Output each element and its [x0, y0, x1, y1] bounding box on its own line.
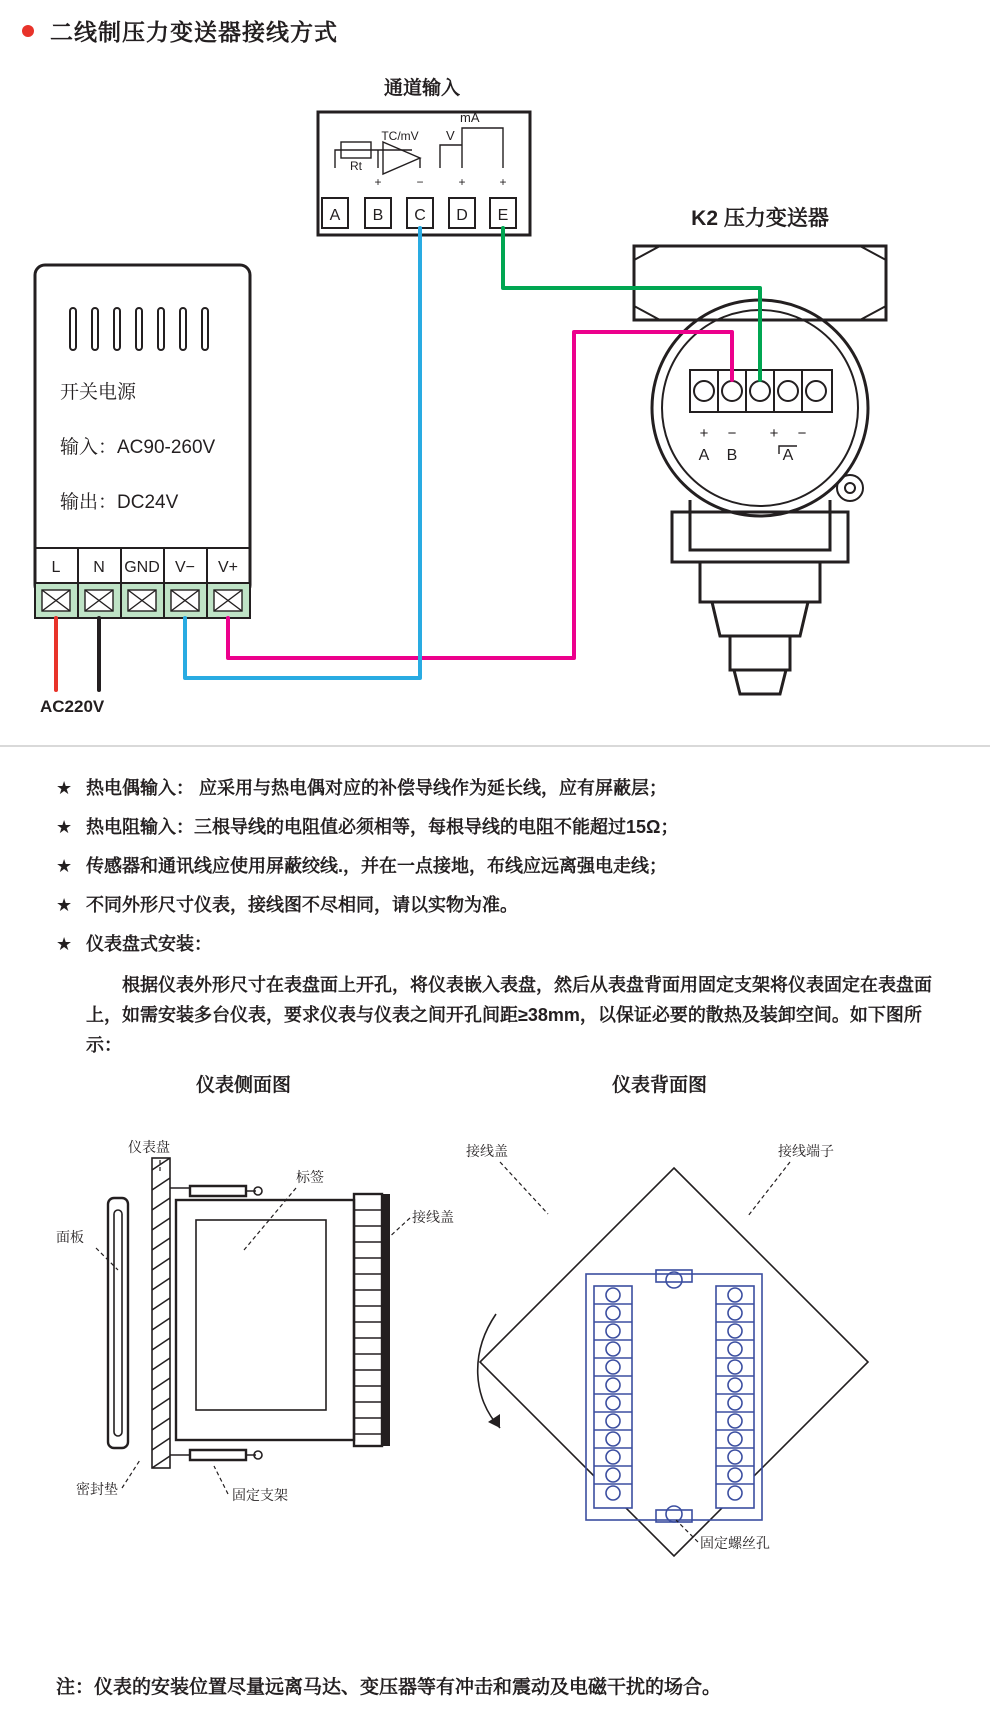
rt-label: Rt	[350, 159, 362, 173]
channel-input-label: 通道输入	[383, 78, 461, 99]
label-screw-hole: 固定螺丝孔	[700, 1535, 770, 1551]
page-title: 二线制压力变送器接线方式	[50, 19, 338, 45]
tx-sign-plus-1: +	[699, 425, 709, 442]
page-header	[22, 14, 338, 47]
tx-sign-minus-1: −	[727, 425, 737, 442]
installation-diagram	[0, 1110, 990, 1730]
back-view-caption: 仪表背面图	[612, 1075, 708, 1096]
ps-terminal-vplus: V+	[217, 559, 239, 576]
tx-label-a2: A	[782, 447, 794, 464]
star-icon: ★	[56, 856, 73, 876]
power-supply-input: 输入：AC90-260V	[60, 437, 216, 458]
sign-plus-3: +	[499, 175, 507, 189]
ma-label: mA	[460, 110, 480, 125]
transmitter-title: K2 压力变送器	[691, 207, 829, 230]
label-back-wiring-cover: 接线盖	[466, 1143, 508, 1159]
section-divider	[0, 745, 990, 747]
tx-sign-minus-2: −	[797, 425, 807, 442]
power-supply-output: 输出：DC24V	[60, 492, 179, 513]
star-icon: ★	[56, 778, 73, 798]
terminal-e: E	[497, 207, 509, 224]
note-item	[56, 814, 956, 840]
note-text: 传感器和通讯线应使用屏蔽绞线.，并在一点接地，布线应远离强电走线；	[86, 856, 667, 876]
note-text: 不同外形尺寸仪表，接线图不尽相同，请以实物为准。	[86, 895, 518, 915]
notes-list	[56, 775, 956, 1060]
star-icon: ★	[56, 895, 73, 915]
ps-terminal-gnd: GND	[124, 559, 160, 576]
terminal-b: B	[372, 207, 384, 224]
sign-plus-1: +	[374, 175, 382, 189]
star-icon: ★	[56, 934, 73, 954]
side-view-caption: 仪表侧面图	[196, 1075, 292, 1096]
tx-sign-plus-2: +	[769, 425, 779, 442]
note-text: 热电阻输入：三根导线的电阻值必须相等，每根导线的电阻不能超过15Ω；	[86, 817, 679, 837]
sign-minus-1: −	[416, 175, 424, 189]
tx-label-b: B	[726, 447, 738, 464]
footnote-text: 注：仪表的安装位置尽量远离马达、变压器等有冲击和震动及电磁干扰的场合。	[56, 1677, 722, 1698]
note-text: 热电偶输入： 应采用与热电偶对应的补偿导线作为延长线，应有屏蔽层；	[86, 778, 667, 798]
power-supply-name: 开关电源	[60, 382, 137, 403]
terminal-d: D	[456, 207, 468, 224]
label-bracket: 固定支架	[232, 1487, 288, 1503]
star-icon: ★	[56, 817, 73, 837]
note-text: 仪表盘式安装：	[86, 934, 212, 954]
label-wiring-cover: 接线盖	[412, 1209, 454, 1225]
label-tag: 标签	[296, 1169, 324, 1185]
label-panel-board: 仪表盘	[128, 1139, 170, 1155]
wiring-diagram-top	[0, 50, 990, 770]
note-item	[56, 892, 956, 918]
ps-terminal-l: L	[51, 559, 61, 576]
terminal-a: A	[329, 207, 341, 224]
ps-terminal-n: N	[93, 559, 105, 576]
tx-label-a: A	[698, 447, 710, 464]
label-wiring-terminal: 接线端子	[778, 1143, 834, 1159]
ps-terminal-vminus: V−	[174, 559, 196, 576]
terminal-c: C	[414, 207, 426, 224]
tcmv-label: TC/mV	[381, 129, 419, 143]
note-item	[56, 775, 956, 801]
label-front-panel: 面板	[56, 1229, 84, 1245]
bullet-dot-icon	[22, 25, 34, 37]
v-label: V	[446, 128, 455, 143]
mains-label: AC220V	[40, 697, 105, 716]
installation-paragraph: 根据仪表外形尺寸在表盘面上开孔，将仪表嵌入表盘，然后从表盘背面用固定支架将仪表固定在表盘面上，如需安装多台仪表，要求仪表与仪表之间开孔间距≥38mm，以保证必要的散热及装卸空间。如下图所示：	[86, 975, 932, 1055]
label-gasket: 密封垫	[76, 1481, 118, 1497]
sign-plus-2: +	[458, 175, 466, 189]
note-item	[56, 931, 956, 957]
note-item	[56, 853, 956, 879]
